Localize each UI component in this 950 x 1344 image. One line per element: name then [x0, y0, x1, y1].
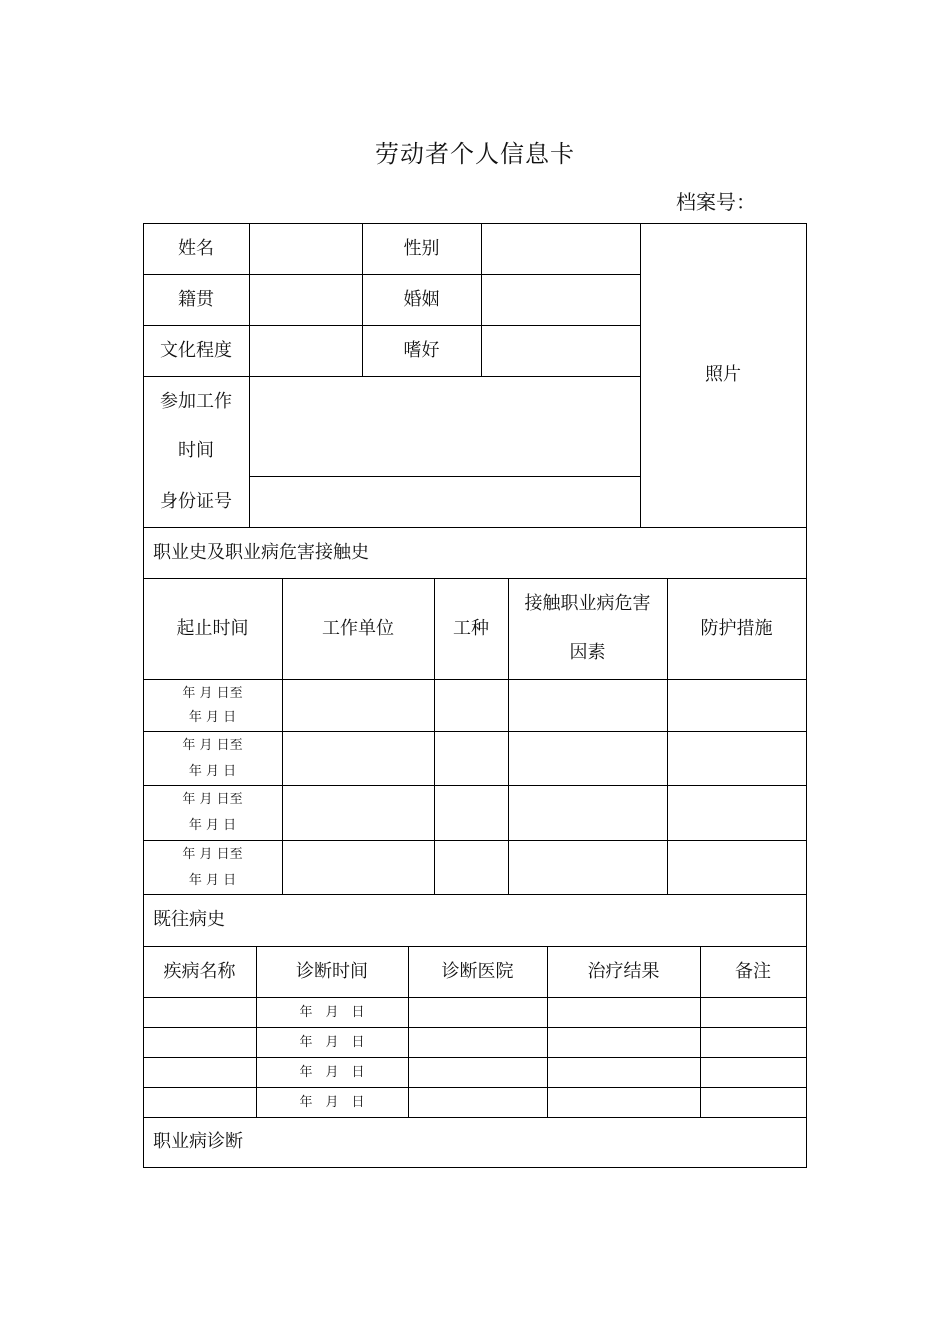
work-start-field[interactable]: [250, 376, 640, 476]
occupation-row-period: [143, 840, 282, 894]
occupation-row-period: [143, 679, 282, 731]
occupation-row-period: [143, 731, 282, 785]
native-place-field[interactable]: [250, 274, 362, 325]
page-title: 劳动者个人信息卡: [375, 140, 575, 168]
work-start-label: [143, 376, 249, 476]
marriage-field[interactable]: [482, 274, 640, 325]
work-start-label-line1: 参加工作: [160, 390, 232, 412]
diagnosis-section-title: 职业病诊断: [153, 1131, 243, 1152]
name-field[interactable]: [250, 223, 362, 274]
occupation-section-title: 职业史及职业病危害接触史: [153, 541, 369, 563]
period-from: 年 月 日至: [182, 792, 243, 807]
protection-header: 防护措施: [700, 617, 773, 639]
hospital-header: 诊断医院: [441, 960, 514, 982]
diag-date: 年 月 日: [299, 1094, 365, 1110]
unit-header: 工作单位: [322, 617, 394, 639]
work-start-label-line2: 时间: [178, 439, 214, 461]
education-field[interactable]: [250, 325, 362, 376]
native-place-label: 籍贯: [178, 288, 214, 310]
gender-field[interactable]: [482, 223, 640, 274]
hazard-header: [508, 578, 667, 679]
job-header: 工种: [453, 617, 489, 639]
period-from: 年 月 日至: [182, 737, 243, 753]
note-header: 备注: [735, 960, 771, 982]
period-to: 年 月 日: [188, 709, 237, 725]
period-to: 年 月 日: [188, 818, 237, 833]
id-number-field[interactable]: [250, 476, 640, 527]
hazard-header-line1: 接触职业病危害: [524, 593, 651, 614]
education-label: 文化程度: [160, 339, 232, 361]
diag-date: 年 月 日: [299, 1034, 365, 1050]
marriage-label: 婚姻: [403, 288, 440, 310]
diag-date: 年 月 日: [299, 1064, 365, 1080]
photo-box[interactable]: 照片: [705, 364, 741, 385]
period-from: 年 月 日至: [182, 685, 243, 701]
disease-header: 疾病名称: [163, 960, 236, 982]
name-label: 姓名: [178, 237, 214, 259]
period-from: 年 月 日至: [182, 846, 243, 862]
hazard-header-line2: 因素: [569, 642, 606, 663]
hobby-field[interactable]: [482, 325, 640, 376]
diag-date: 年 月 日: [299, 1004, 365, 1020]
hobby-label: 嗜好: [403, 339, 440, 361]
archive-number-label: 档案号：: [676, 190, 756, 214]
period-to: 年 月 日: [188, 763, 237, 779]
occupation-row-period: [143, 785, 282, 840]
diag-time-header: 诊断时间: [296, 960, 368, 982]
result-header: 治疗结果: [587, 960, 660, 982]
period-to: 年 月 日: [188, 872, 237, 888]
history-section-title: 既往病史: [153, 909, 225, 930]
period-header: 起止时间: [176, 617, 249, 639]
gender-label: 性别: [403, 237, 440, 259]
id-number-label: 身份证号: [160, 490, 232, 512]
